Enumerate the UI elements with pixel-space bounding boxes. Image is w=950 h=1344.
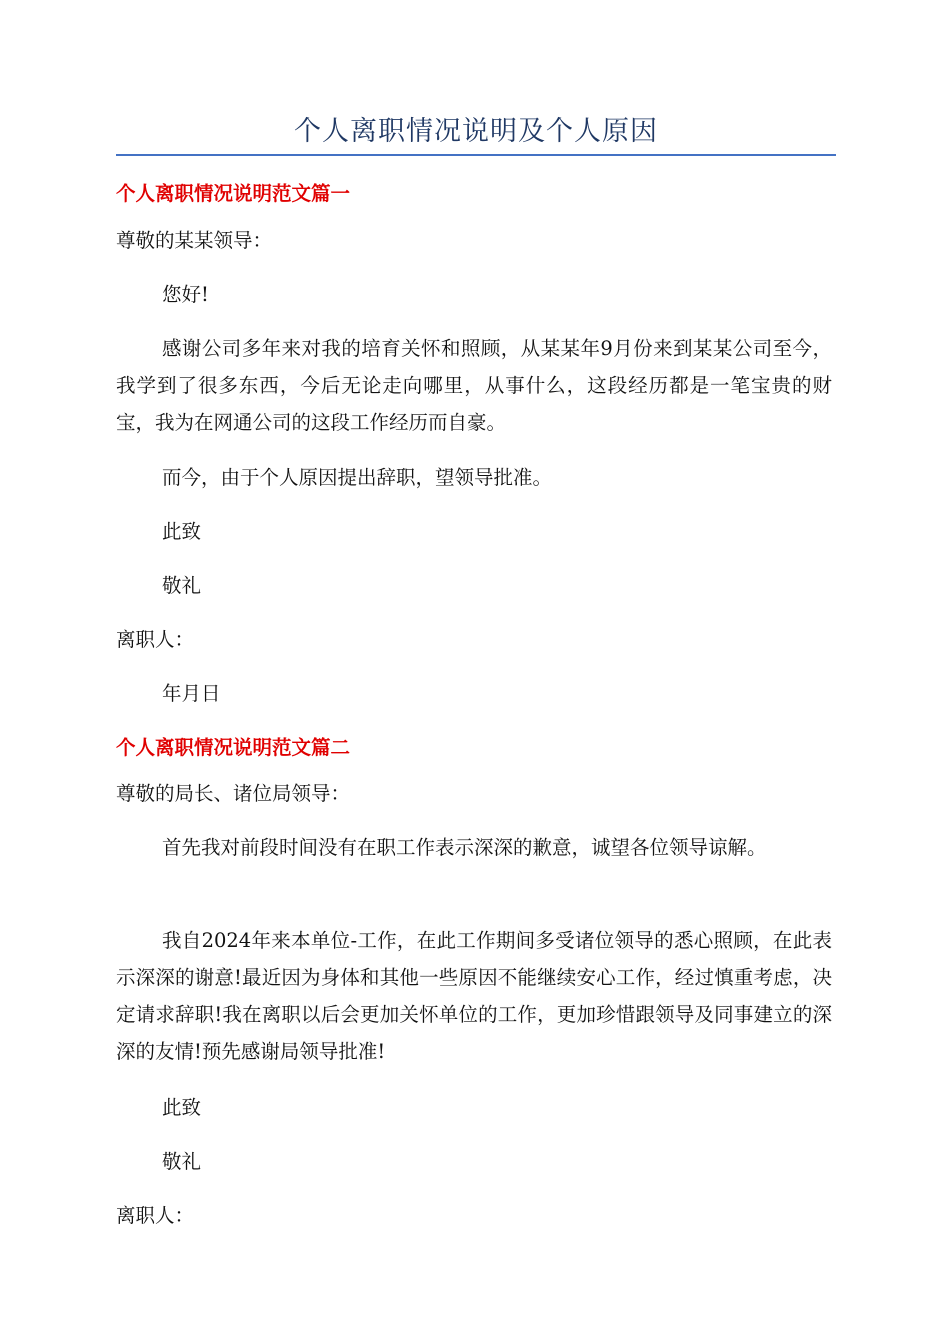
body-paragraph-2-2: 我自2024年来本单位-工作，在此工作期间多受诸位领导的悉心照顾，在此表示深深的谢意!最近因为身体和其他一些原因不能继续安心工作，经过慎重考虑，决定请求辞职!我在离职以后会更加关怀单位的工作，更加珍惜跟领导及同事建立的深深的友情!预先感谢局领导批准! xyxy=(116,929,832,1063)
closing-jing-li-2: 敬礼 xyxy=(162,1150,202,1173)
signer-label-1: 离职人： xyxy=(116,628,195,651)
title-underline xyxy=(116,154,836,156)
closing-ci-zhi-2: 此致 xyxy=(162,1096,202,1119)
closing-jing-li-1: 敬礼 xyxy=(162,574,202,597)
body-paragraph-2-1: 首先我对前段时间没有在职工作表示深深的歉意，诚望各位领导谅解。 xyxy=(162,836,767,859)
salutation-1: 尊敬的某某领导： xyxy=(116,229,273,252)
greeting-1: 您好! xyxy=(162,283,209,306)
date-line-1: 年月日 xyxy=(162,682,221,705)
closing-ci-zhi-1: 此致 xyxy=(162,520,202,543)
section-heading-2: 个人离职情况说明范文篇二 xyxy=(116,736,351,759)
document-title: 个人离职情况说明及个人原因 xyxy=(294,116,658,147)
signer-label-2: 离职人： xyxy=(116,1204,195,1227)
body-paragraph-1-2: 而今，由于个人原因提出辞职，望领导批准。 xyxy=(162,466,553,489)
section-heading-1: 个人离职情况说明范文篇一 xyxy=(116,182,351,205)
body-paragraph-1-1: 感谢公司多年来对我的培育关怀和照顾，从某某年9月份来到某某公司至今，我学到了很多东西，今后无论走向哪里，从事什么，这段经历都是一笔宝贵的财宝，我为在网通公司的这段工作经历而自豪。 xyxy=(116,337,832,434)
salutation-2: 尊敬的局长、诸位局领导： xyxy=(116,782,351,805)
